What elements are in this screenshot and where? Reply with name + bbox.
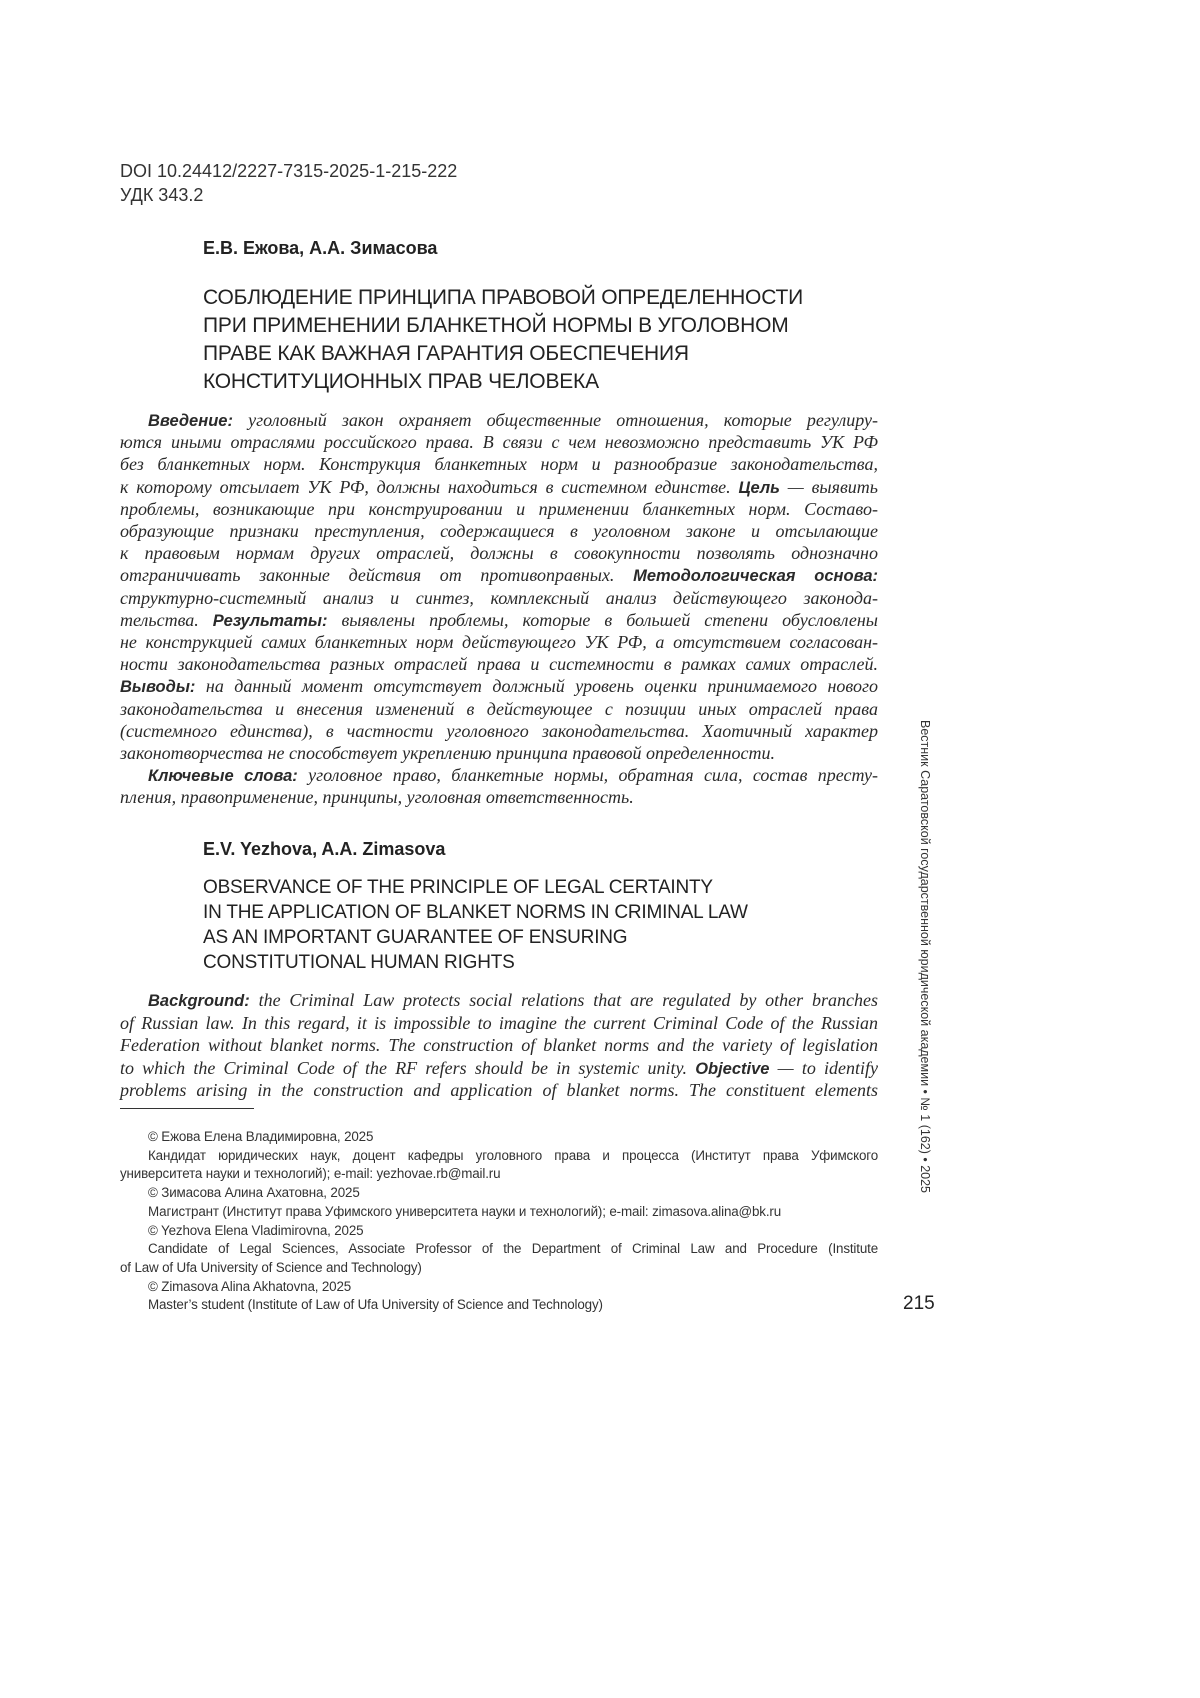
footnote-line: Кандидат юридических наук, доцент кафедры уголовного права и процесса (Институт права Уфимского — [120, 1147, 878, 1165]
abstract-text: уголовный закон охраняет общественные отношения, которые регулиру- — [233, 410, 878, 430]
ru-authors: Е.В. Ежова, А.А. Зимасова — [203, 238, 437, 259]
footnote-line: of Law of Ufa University of Science and Technology) — [120, 1259, 878, 1277]
abstract-text: на данный момент отсутствует должный уровень оценки принимаемого нового — [195, 676, 878, 696]
abstract-text: the Criminal Law protects social relations that are regulated by other branches — [250, 990, 878, 1010]
page-number: 215 — [903, 1293, 935, 1315]
ru-title-line: ПРАВЕ КАК ВАЖНАЯ ГАРАНТИЯ ОБЕСПЕЧЕНИЯ — [203, 340, 803, 368]
abstract-line — [120, 520, 878, 542]
abstract-text: выявлены проблемы, которые в большей степени обусловлены — [327, 610, 878, 630]
footnote-line: © Зимасова Алина Ахатовна, 2025 — [120, 1184, 878, 1202]
en-title-line: IN THE APPLICATION OF BLANKET NORMS IN CRIMINAL LAW — [203, 900, 748, 925]
abstract-heading: Background: — [148, 992, 250, 1010]
abstract-heading: Выводы: — [120, 678, 195, 696]
abstract-text: ются иными отраслями российского права. В связи с чем невозможно представить УК РФ — [120, 432, 878, 452]
abstract-text: of Russian law. In this regard, it is impossible to imagine the current Criminal Code of the Russian — [120, 1013, 878, 1033]
abstract-heading: Результаты: — [213, 612, 328, 630]
abstract-line — [120, 498, 878, 520]
abstract-heading: Ключевые слова: — [148, 767, 298, 785]
abstract-line — [120, 431, 878, 453]
abstract-text: образующие признаки преступления, содержащиеся в уголовном законе и отсылающие — [120, 521, 878, 541]
abstract-text: (системного единства), в частности уголовного законодательства. Хаотичный характер — [120, 721, 878, 741]
abstract-text: уголовное право, бланкетные нормы, обратная сила, состав престу- — [298, 765, 878, 785]
ru-title — [203, 284, 803, 396]
ru-title-line: СОБЛЮДЕНИЕ ПРИНЦИПА ПРАВОВОЙ ОПРЕДЕЛЕННОСТИ — [203, 284, 803, 312]
abstract-line — [120, 675, 878, 698]
abstract-line — [120, 1034, 878, 1056]
abstract-line — [120, 720, 878, 742]
abstract-text: problems arising in the construction and application of blanket norms. The constituent elements — [120, 1080, 878, 1100]
abstract-line — [120, 786, 878, 808]
abstract-line — [120, 764, 878, 787]
footnote-line: © Zimasova Alina Akhatovna, 2025 — [120, 1278, 878, 1296]
abstract-text: — to identify — [769, 1058, 878, 1078]
abstract-line — [120, 453, 878, 475]
en-title-line: CONSTITUTIONAL HUMAN RIGHTS — [203, 950, 748, 975]
abstract-line — [120, 1057, 878, 1080]
footnote-divider — [120, 1108, 254, 1109]
abstract-line — [120, 542, 878, 564]
running-title: Вестник Саратовской государственной юридической академии • № 1 (162) • 2025 — [918, 720, 932, 1193]
udk: УДК 343.2 — [120, 184, 203, 206]
footnote-line: университета науки и технологий); e-mail: yezhovae.rb@mail.ru — [120, 1165, 878, 1183]
abstract-line — [120, 989, 878, 1012]
abstract-heading: Цель — [738, 479, 779, 497]
footnote-line: © Ежова Елена Владимировна, 2025 — [120, 1128, 878, 1146]
abstract-line — [120, 742, 878, 764]
abstract-text: Federation without blanket norms. The construction of blanket norms and the variety of legislation — [120, 1035, 878, 1055]
abstract-text: — выявить — [780, 477, 878, 497]
abstract-line — [120, 564, 878, 587]
abstract-line — [120, 1012, 878, 1034]
abstract-text: пления, правоприменение, принципы, уголовная ответственность. — [120, 787, 634, 807]
ru-title-line: ПРИ ПРИМЕНЕНИИ БЛАНКЕТНОЙ НОРМЫ В УГОЛОВНОМ — [203, 312, 803, 340]
abstract-text: структурно-системный анализ и синтез, комплексный анализ действующего законода- — [120, 588, 878, 608]
abstract-text: отграничивать законные действия от противоправных. — [120, 565, 633, 585]
abstract-line — [120, 609, 878, 632]
abstract-line — [120, 409, 878, 432]
abstract-line — [120, 476, 878, 499]
abstract-line — [120, 1079, 878, 1101]
ru-title-line: КОНСТИТУЦИОННЫХ ПРАВ ЧЕЛОВЕКА — [203, 368, 803, 396]
abstract-heading: Objective — [695, 1060, 769, 1078]
abstract-text: законодательства и внесения изменений в действующее с позиции иных отраслей права — [120, 699, 878, 719]
abstract-text: to which the Criminal Code of the RF refers should be in systemic unity. — [120, 1058, 695, 1078]
en-title-line: OBSERVANCE OF THE PRINCIPLE OF LEGAL CERTAINTY — [203, 875, 748, 900]
abstract-text: проблемы, возникающие при конструировании и применении бланкетных норм. Составо- — [120, 499, 878, 519]
abstract-text: не конструкцией самих бланкетных норм действующего УК РФ, а отсутствием согласован- — [120, 632, 878, 652]
abstract-line — [120, 698, 878, 720]
abstract-text: без бланкетных норм. Конструкция бланкетных норм и разнообразие законодательства, — [120, 454, 878, 474]
abstract-line — [120, 653, 878, 675]
footnote-line: Candidate of Legal Sciences, Associate Professor of the Department of Criminal Law and Procedure (Institute — [120, 1240, 878, 1258]
abstract-heading: Методологическая основа: — [633, 567, 878, 585]
footnote-line: © Yezhova Elena Vladimirovna, 2025 — [120, 1222, 878, 1240]
en-title-line: AS AN IMPORTANT GUARANTEE OF ENSURING — [203, 925, 748, 950]
abstract-text: тельства. — [120, 610, 213, 630]
footnote-line: Master’s student (Institute of Law of Ufa University of Science and Technology) — [120, 1296, 878, 1314]
doi: DOI 10.24412/2227-7315-2025-1-215-222 — [120, 160, 457, 182]
abstract-line — [120, 631, 878, 653]
abstract-text: к которому отсылает УК РФ, должны находиться в системном единстве. — [120, 477, 738, 497]
en-title — [203, 875, 748, 975]
abstract-text: законотворчества не способствует укреплению принципа правовой определенности. — [120, 743, 775, 763]
abstract-line — [120, 587, 878, 609]
en-authors: E.V. Yezhova, A.A. Zimasova — [203, 839, 445, 860]
abstract-text: ности законодательства разных отраслей права и системности в рамках самих отраслей. — [120, 654, 878, 674]
abstract-text: к правовым нормам других отраслей, должны в совокупности позволять однозначно — [120, 543, 878, 563]
abstract-heading: Введение: — [148, 412, 233, 430]
footnote-line: Магистрант (Институт права Уфимского университета науки и технологий); e-mail: zimasova.alina@bk.ru — [120, 1203, 878, 1221]
